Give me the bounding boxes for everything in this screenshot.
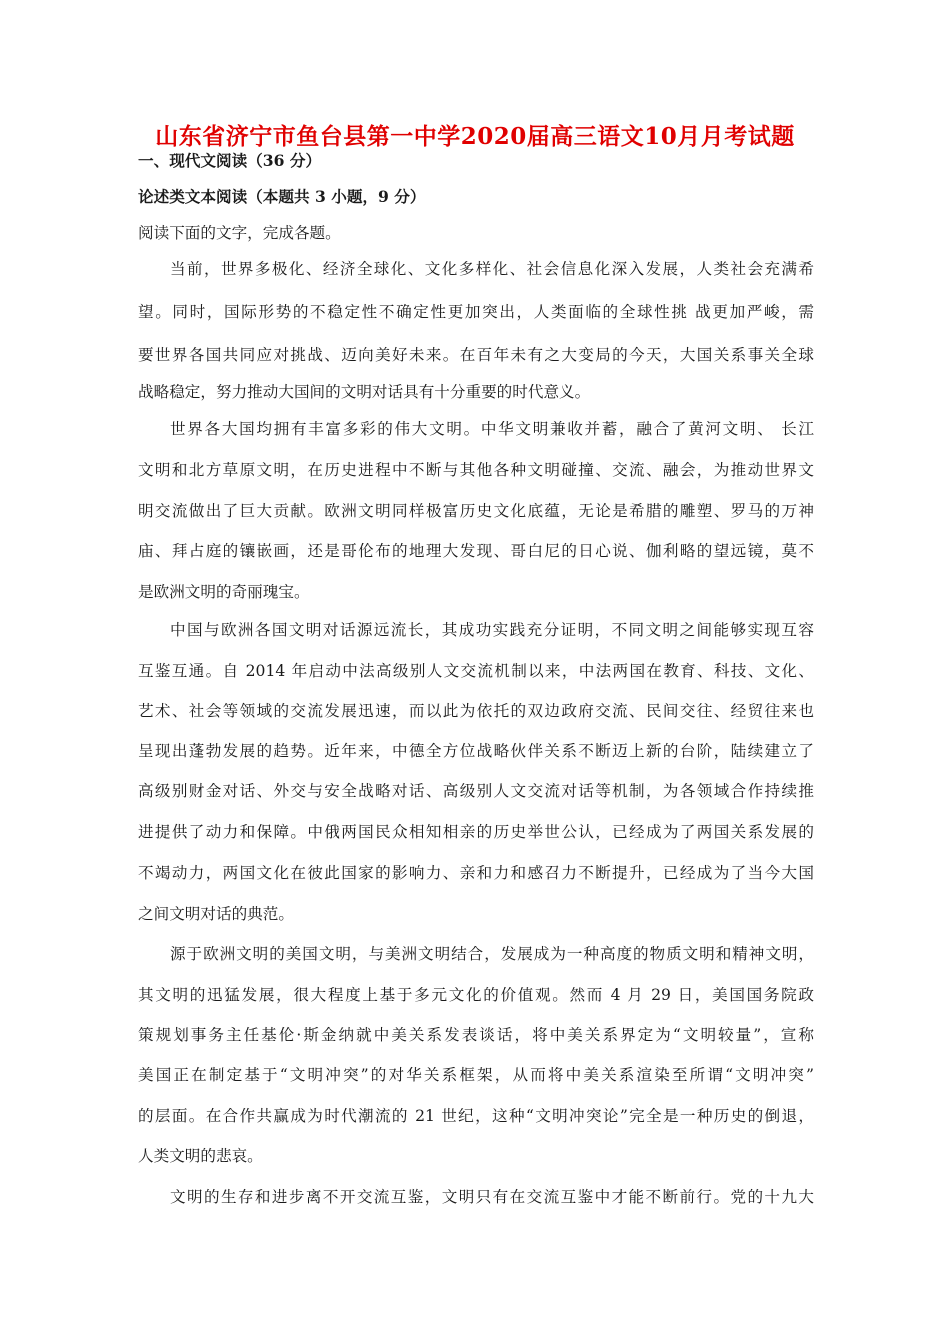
- subsection-heading: 论述类文本阅读（本题共 3 小题，9 分）: [138, 187, 426, 206]
- paragraph-3-line: 互鉴互通。自 2014 年启动中法高级别人文交流机制以来，中法两国在教育、科技、文化、: [138, 662, 814, 680]
- paragraph-3-line: 不竭动力，两国文化在彼此国家的影响力、亲和力和感召力不断提升，已经成为了当今大国: [138, 864, 814, 882]
- paragraph-3-line: 呈现出蓬勃发展的趋势。近年来，中德全方位战略伙伴关系不断迈上新的台阶，陆续建立了: [138, 742, 814, 760]
- paragraph-2-line: 庙、拜占庭的镶嵌画，还是哥伦布的地理大发现、哥白尼的日心说、伽利略的望远镜，莫不: [138, 542, 814, 560]
- paragraph-4-line: 的层面。在合作共赢成为时代潮流的 21 世纪，这种“文明冲突论”完全是一种历史的倒退，: [138, 1107, 814, 1125]
- paragraph-1-line: 望。同时，国际形势的不稳定性不确定性更加突出，人类面临的全球性挑 战更加严峻，需: [138, 303, 814, 321]
- paragraph-3-line: 艺术、社会等领域的交流发展迅速，而以此为依托的双边政府交流、民间交往、经贸往来也: [138, 702, 814, 720]
- paragraph-4-line: 其文明的迅猛发展，很大程度上基于多元文化的价值观。然而 4 月 29 日，美国国务院政: [138, 986, 814, 1004]
- instruction-text: 阅读下面的文字，完成各题。: [138, 224, 341, 242]
- paragraph-3-line: 进提供了动力和保障。中俄两国民众相知相亲的历史举世公认，已经成为了两国关系发展的: [138, 823, 814, 841]
- paragraph-4-line: 美国正在制定基于“文明冲突”的对华关系框架，从而将中美关系渲染至所谓“文明冲突”: [138, 1066, 814, 1084]
- paragraph-4-line: 人类文明的悲哀。: [138, 1147, 263, 1165]
- exam-title: 山东省济宁市鱼台县第一中学2020届高三语文10月月考试题: [155, 123, 795, 150]
- paragraph-1-line: 当前，世界多极化、经济全球化、文化多样化、社会信息化深入发展，人类社会充满希: [170, 260, 814, 278]
- paragraph-5-line: 文明的生存和进步离不开交流互鉴，文明只有在交流互鉴中才能不断前行。党的十九大: [170, 1188, 814, 1206]
- paragraph-4-line: 策规划事务主任基伦·斯金纳就中美关系发表谈话，将中美关系界定为“文明较量”，宣称: [138, 1026, 814, 1044]
- section-heading: 一、现代文阅读（36 分）: [138, 151, 322, 170]
- paragraph-2-line: 世界各大国均拥有丰富多彩的伟大文明。中华文明兼收并蓄，融合了黄河文明、 长江: [170, 420, 814, 438]
- paragraph-1-line: 战略稳定，努力推动大国间的文明对话具有十分重要的时代意义。: [138, 383, 591, 401]
- paragraph-3-line: 之间文明对话的典范。: [138, 905, 294, 923]
- paragraph-1-line: 要世界各国共同应对挑战、迈向美好未来。在百年未有之大变局的今天，大国关系事关全球: [138, 346, 814, 364]
- paragraph-2-line: 明交流做出了巨大贡献。欧洲文明同样极富历史文化底蕴，无论是希腊的雕塑、罗马的万神: [138, 502, 814, 520]
- paragraph-3-line: 高级别财金对话、外交与安全战略对话、高级别人文交流对话等机制，为各领域合作持续推: [138, 782, 814, 800]
- paragraph-4-line: 源于欧洲文明的美国文明，与美洲文明结合，发展成为一种高度的物质文明和精神文明，: [170, 945, 814, 963]
- paragraph-2-line: 文明和北方草原文明，在历史进程中不断与其他各种文明碰撞、交流、融会，为推动世界文: [138, 461, 814, 479]
- paragraph-3-line: 中国与欧洲各国文明对话源远流长，其成功实践充分证明，不同文明之间能够实现互容: [170, 621, 814, 639]
- paragraph-2-line: 是欧洲文明的奇丽瑰宝。: [138, 583, 310, 601]
